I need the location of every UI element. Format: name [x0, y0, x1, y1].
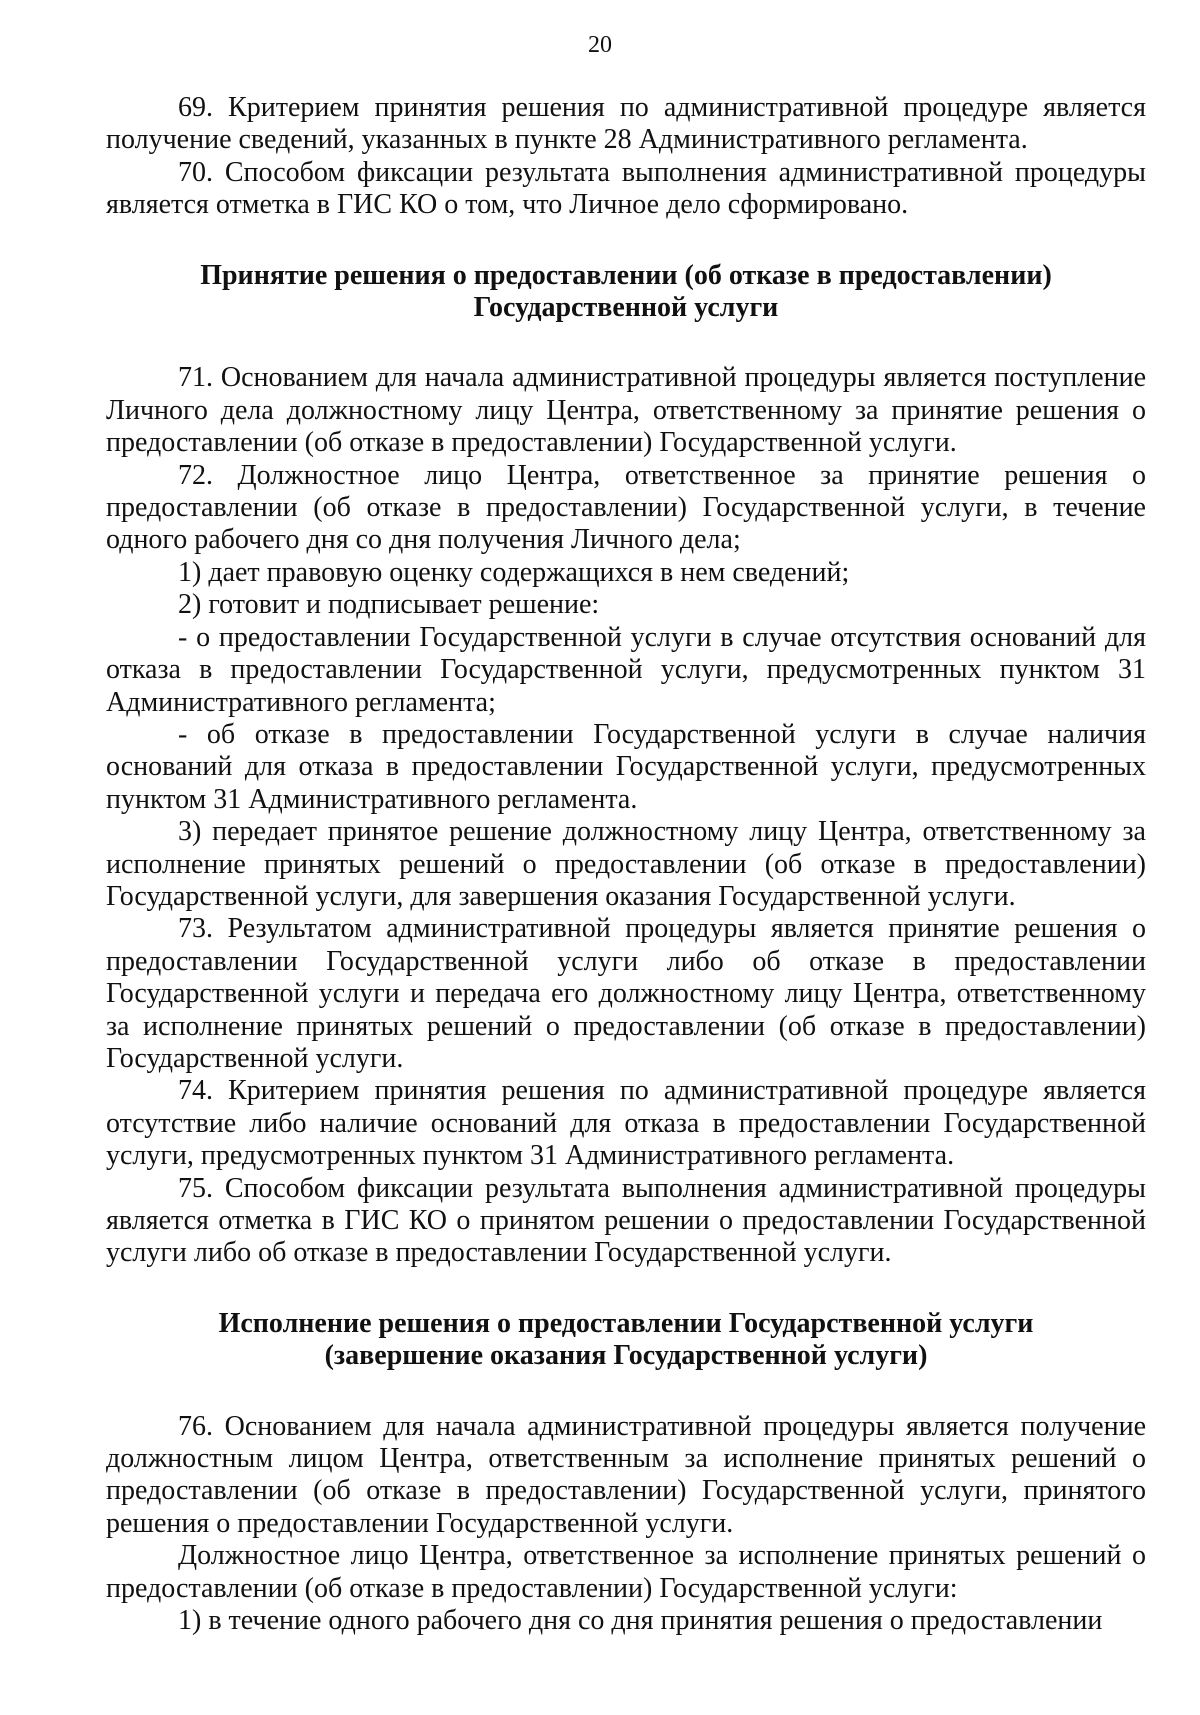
section-heading-decision	[106, 260, 1146, 325]
list-item-1: 1) дает правовую оценку содержащихся в нем сведений;	[178, 556, 850, 588]
paragraph-75: 75. Способом фиксации результата выполнения административной процедуры является отметка в ГИС КО о принятом решении о предоставлении Государственной услуги либо об отказе в предоставлении Государственной услуги.	[106, 1172, 1146, 1269]
paragraph-official: Должностное лицо Центра, ответственное за исполнение принятых решений о предоставлении (об отказе в предоставлении) Государственной услуги:	[106, 1540, 1146, 1604]
section-execution-content	[106, 1411, 1146, 1638]
section-heading-line: Исполнение решения о предоставлении Государственной услуги	[218, 1307, 1034, 1339]
section-heading-line: Принятие решения о предоставлении (об отказе в предоставлении)	[200, 259, 1052, 291]
document-body	[106, 92, 1146, 1637]
list-subitem-grant: - о предоставлении Государственной услуги в случае отсутствия оснований для отказа в предоставлении Государственной услуги, предусмотренных пунктом 31 Административного регламента;	[106, 621, 1146, 718]
list-item-2: 2) готовит и подписывает решение:	[178, 589, 600, 621]
paragraph-73: 73. Результатом административной процедуры является принятие решения о предоставлении Государственной услуги либо об отказе в предоставлении Государственной услуги и передача его должностному лицу Центра, ответственному за исполнение принятых решений о предоставлении (об отказе в предоставлении) Государственной услуги.	[106, 913, 1146, 1074]
paragraph-72: 72. Должностное лицо Центра, ответственное за принятие решения о предоставлении (об отказе в предоставлении) Государственной услуги, в течение одного рабочего дня со дня получения Личного дела;	[106, 459, 1146, 556]
list-item-1-continued: 1) в течение одного рабочего дня со дня принятия решения о предоставлении	[178, 1605, 1103, 1637]
section-heading-line: (завершение оказания Государственной услуги)	[324, 1340, 928, 1372]
paragraph-70: 70. Способом фиксации результата выполнения административной процедуры является отметка в ГИС КО о том, что Личное дело сформировано.	[106, 156, 1146, 221]
section-decision-content	[106, 362, 1146, 1269]
section-heading-execution	[106, 1308, 1146, 1373]
paragraph-69: 69. Критерием принятия решения по административной процедуре является получение сведений, указанных в пункте 28 Административного регламента.	[106, 92, 1146, 156]
paragraph-71: 71. Основанием для начала административной процедуры является поступление Личного дела должностному лицу Центра, ответственному за принятие решения о предоставлении (об отказе в предоставлении) Государственной услуги.	[106, 362, 1146, 459]
page-number: 20	[588, 32, 612, 58]
list-subitem-refusal: - об отказе в предоставлении Государственной услуги в случае наличия оснований для отказа в предоставлении Государственной услуги, предусмотренных пунктом 31 Административного регламента.	[106, 718, 1146, 815]
section-heading-line: Государственной услуги	[473, 292, 779, 324]
paragraph-76: 76. Основанием для начала административной процедуры является получение должностным лицом Центра, ответственным за исполнение принятых решений о предоставлении (об отказе в предоставлении) Государственной услуги, принятого решения о предоставлении Государственной услуги.	[106, 1410, 1146, 1539]
list-item-3: 3) передает принятое решение должностному лицу Центра, ответственному за исполнение принятых решений о предоставлении (об отказе в предоставлении) Государственной услуги, для завершения оказания Государственной услуги.	[106, 816, 1146, 912]
paragraph-74: 74. Критерием принятия решения по административной процедуре является отсутствие либо наличие оснований для отказа в предоставлении Государственной услуги, предусмотренных пунктом 31 Административного регламента.	[106, 1075, 1146, 1172]
